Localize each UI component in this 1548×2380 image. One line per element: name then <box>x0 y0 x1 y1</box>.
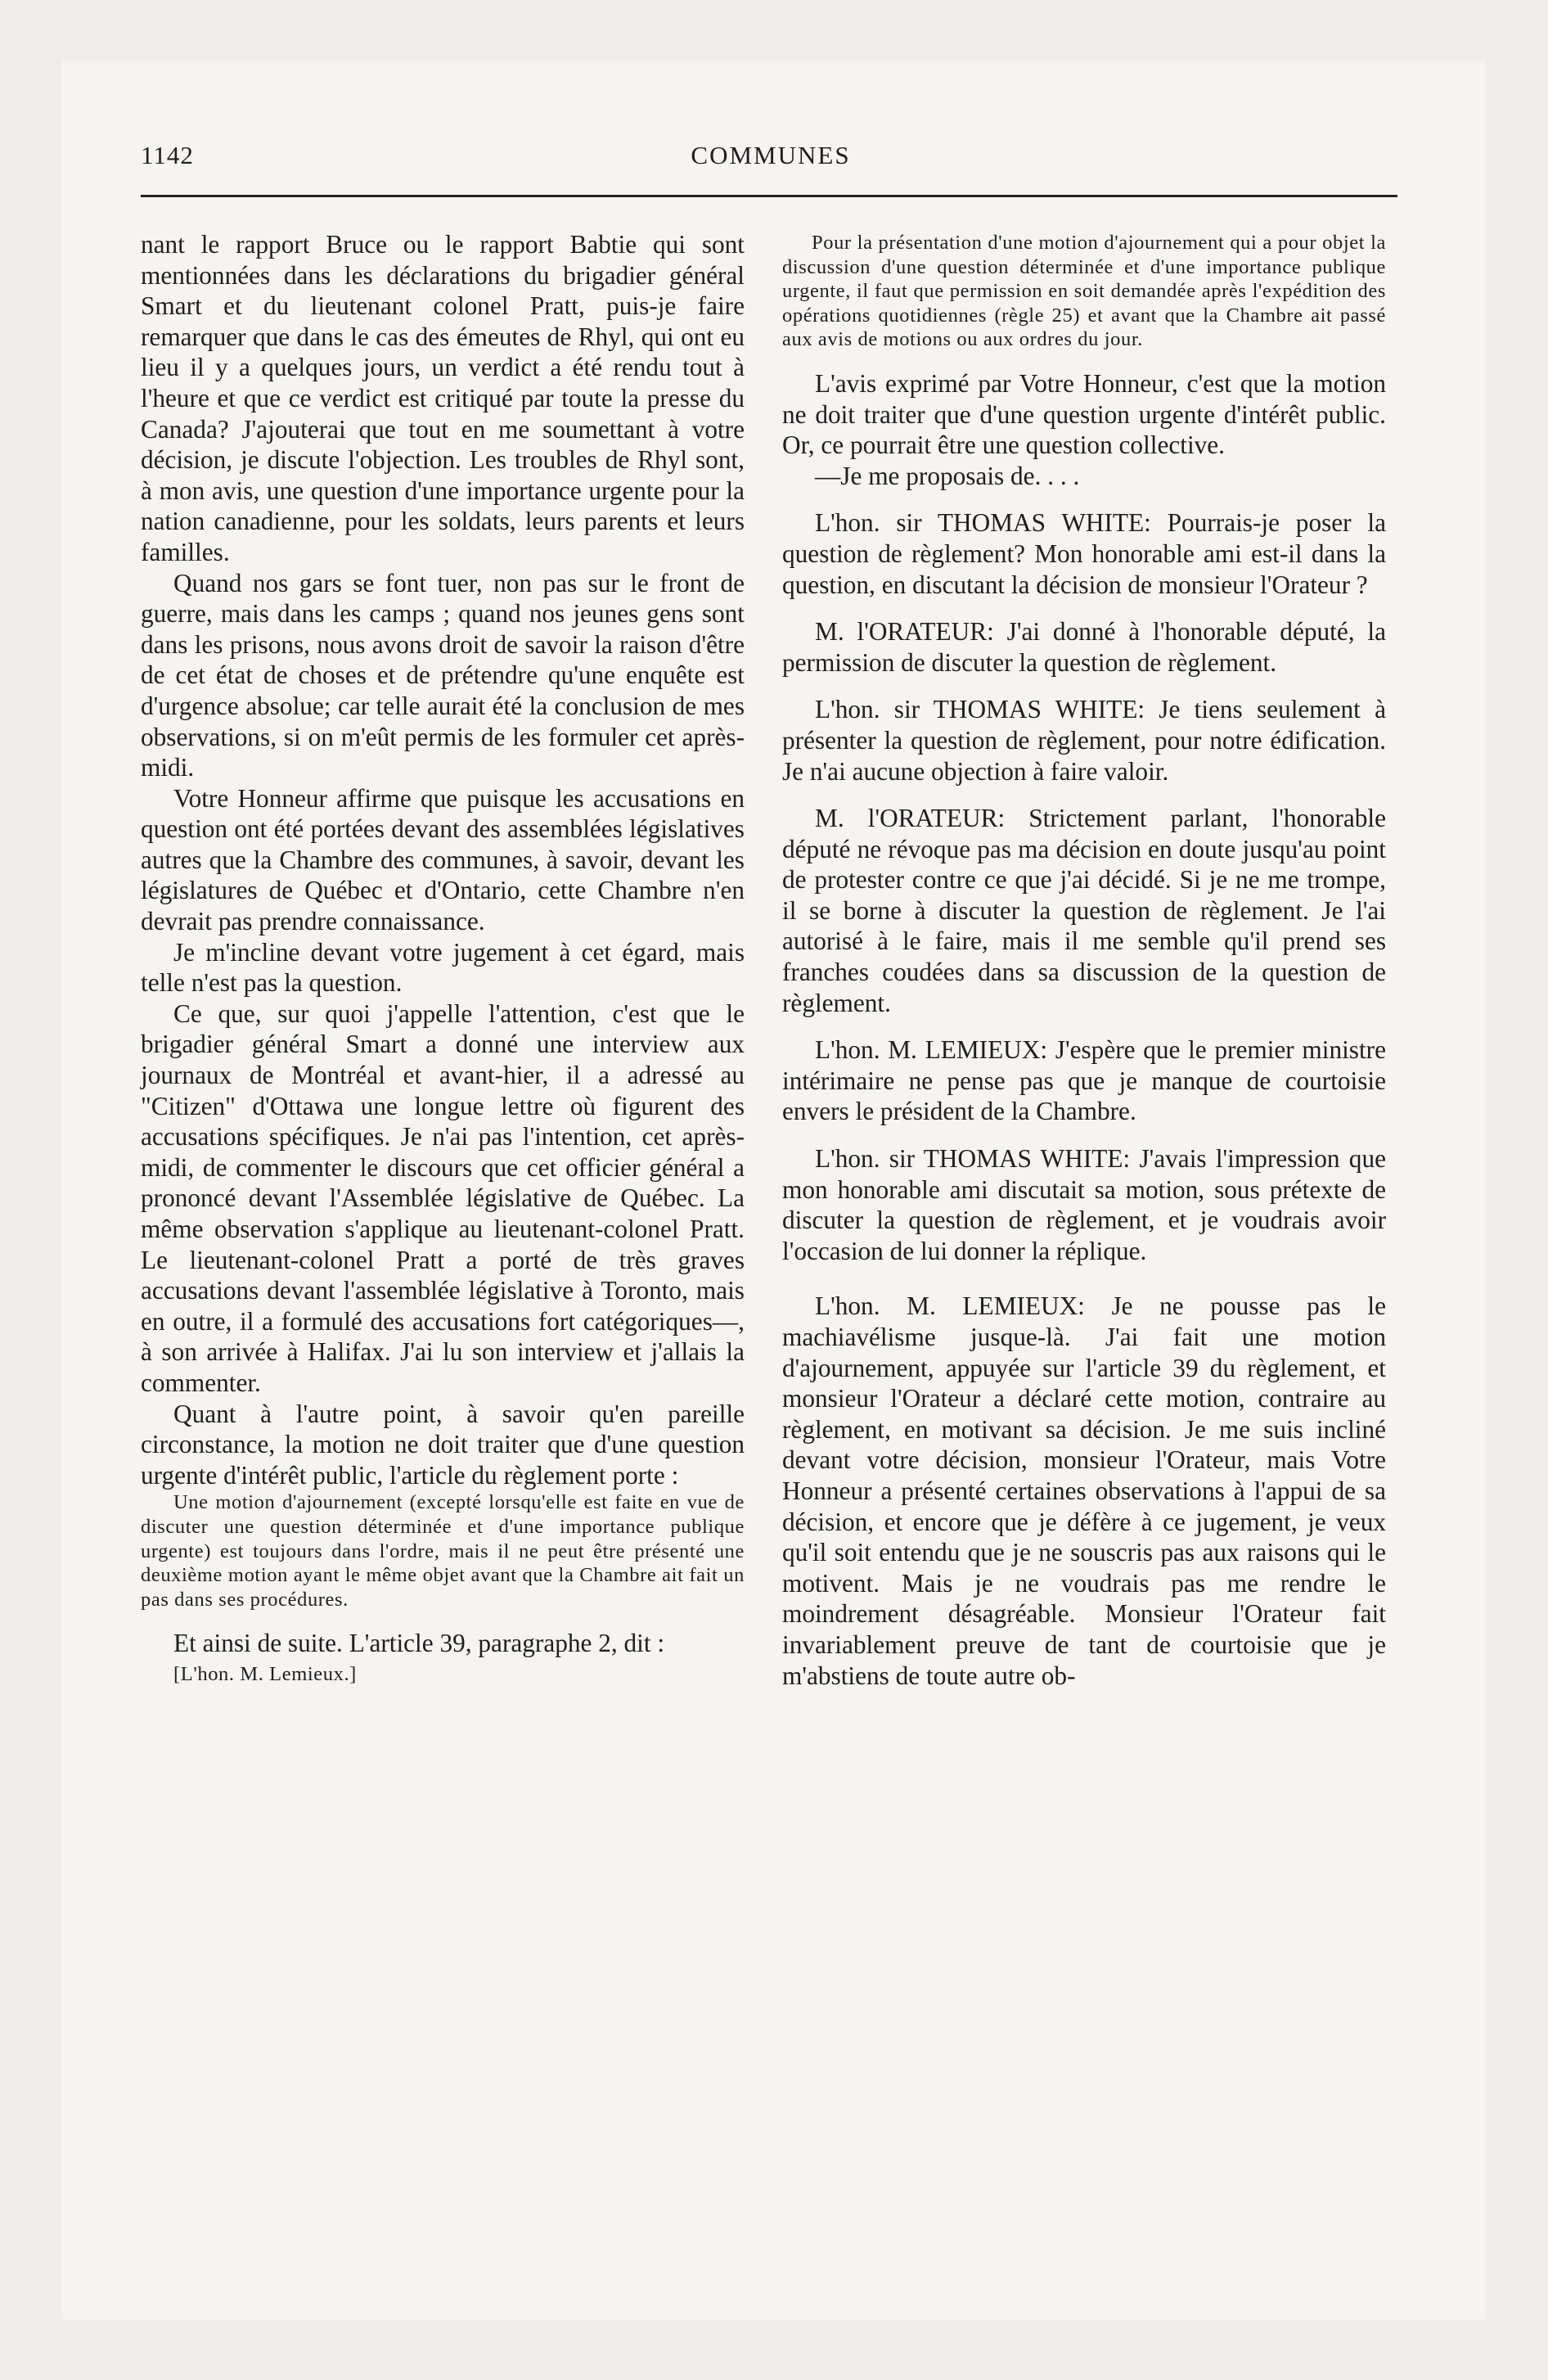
page-number: 1142 <box>141 141 194 169</box>
page-header <box>141 141 1401 177</box>
left-column <box>141 229 745 1690</box>
header-rule <box>141 195 1397 197</box>
paragraph: M. l'ORATEUR: Strictement parlant, l'honorable député ne révoque pas ma décision en doute jusqu'au point de protester contre ce que j'ai décidé. Si je ne me trompe, il se borne à discuter la question de règlement. Je l'ai autorisé à le faire, mais il me semble qu'il prend ses franches coudées dans sa discussion de la question de règlement. <box>782 804 1386 1017</box>
speaker-attribution: [L'hon. M. Lemieux.] <box>173 1662 357 1685</box>
paragraph: Ce que, sur quoi j'appelle l'attention, c'est que le brigadier général Smart a donné une interview aux journaux de Montréal et avant-hier, il a adressé au "Citizen" d'Ottawa une longue lettre où figurent des accusations spécifiques. Je n'ai pas l'intention, cet après-midi, de commenter le discours que cet officier général a prononcé devant l'Assemblée législative de Québec. La même observation s'applique au lieutenant-colonel Pratt. Le lieutenant-colonel Pratt a porté de très graves accusations devant l'assemblée législative à Toronto, mais en outre, il a formulé des accusations fort catégoriques—, à son arrivée à Halifax. J'ai lu son interview et j'allais la commenter. <box>141 998 745 1397</box>
paragraph: Et ainsi de suite. L'article 39, paragraphe 2, dit : <box>173 1629 665 1658</box>
paragraph: L'avis exprimé par Votre Honneur, c'est que la motion ne doit traiter que d'une question urgente d'intérêt public. Or, ce pourrait être une question collective. <box>782 368 1386 460</box>
paragraph: Je m'incline devant votre jugement à cet égard, mais telle n'est pas la question. <box>141 937 745 998</box>
paragraph: L'hon. sir THOMAS WHITE: J'avais l'impression que mon honorable ami discutait sa motion, sous prétexte de discuter la question de règlement, et je voudrais avoir l'occasion de lui donner la réplique. <box>782 1144 1386 1265</box>
paragraph: L'hon. M. LEMIEUX: Je ne pousse pas le machiavélisme jusque-là. J'ai fait une motion d'ajournement, appuyée sur l'article 39 du règlement, et monsieur l'Orateur a déclaré cette motion, contraire au règlement, en motivant sa décision. Je me suis incliné devant votre décision, monsieur l'Orateur, mais Votre Honneur a présenté certaines observations à l'appui de sa décision, et encore que je défère à ce jugement, je veux qu'il soit entendu que je ne souscris pas aux raisons qui le motivent. Mais je ne voudrais pas me rendre le moindrement désagréable. Monsieur l'Orateur fait invariablement preuve de tant de courtoisie que je m'abstiens de toute autre ob- <box>782 1291 1386 1690</box>
paragraph: nant le rapport Bruce ou le rapport Babtie qui sont mentionnées dans les déclarations du brigadier général Smart et du lieutenant colonel Pratt, puis-je faire remarquer que dans le cas des émeutes de Rhyl, qui ont eu lieu il y a quelques jours, un verdict a été rendu tout à l'heure et que ce verdict est critiqué par toute la presse du Canada? J'ajouterai que tout en me soumettant à votre décision, je discute l'objection. Les troubles de Rhyl sont, à mon avis, une question d'une importance urgente pour la nation canadienne, pour les soldats, leurs parents et leurs familles. <box>141 230 745 566</box>
paragraph: Quant à l'autre point, à savoir qu'en pareille circonstance, la motion ne doit traiter que d'une question urgente d'intérêt public, l'article du règlement porte : <box>141 1399 745 1490</box>
paragraph: Votre Honneur affirme que puisque les accusations en question ont été portées devant des assemblées législatives autres que la Chambre des communes, à savoir, devant les législatures de Québec et d'Ontario, cette Chambre n'en devrait pas prendre connaissance. <box>141 783 745 936</box>
paragraph: L'hon. M. LEMIEUX: J'espère que le premier ministre intérimaire ne pense pas que je manque de courtoisie envers le président de la Chambre. <box>782 1035 1386 1126</box>
paragraph: L'hon. sir THOMAS WHITE: Je tiens seulement à présenter la question de règlement, pour notre édification. Je n'ai aucune objection à faire valoir. <box>782 695 1386 786</box>
paragraph: M. l'ORATEUR: J'ai donné à l'honorable député, la permission de discuter la question de règlement. <box>782 617 1386 677</box>
rule-quote: Pour la présentation d'une motion d'ajournement qui a pour objet la discussion d'une question déterminée et d'une importance publique urgente, il faut que permission en soit demandée après l'expédition des opérations quotidiennes (règle 25) et avant que la Chambre ait passé aux avis de motions ou aux ordres du jour. <box>782 232 1386 351</box>
paragraph: L'hon. sir THOMAS WHITE: Pourrais-je poser la question de règlement? Mon honorable ami est-il dans la question, en discutant la décision de monsieur l'Orateur ? <box>782 508 1386 599</box>
right-column <box>782 229 1386 1691</box>
paragraph: Quand nos gars se font tuer, non pas sur le front de guerre, mais dans les camps ; quand nos jeunes gens sont dans les prisons, nous avons droit de savoir la raison d'être de cet état de choses et de prétendre qu'une enquête est d'urgence absolue; car telle aurait été la conclusion de mes observations, si on m'eût permis de les formuler cet après-midi. <box>141 568 745 782</box>
rule-quote: Une motion d'ajournement (excepté lorsqu'elle est faite en vue de discuter une question déterminée et d'une importance publique urgente) est toujours dans l'ordre, mais il ne peut être présenté une deuxième motion ayant le même objet avant que la Chambre ait fait un pas dans ses procédures. <box>141 1491 745 1611</box>
paragraph: —Je me proposais de. . . . <box>815 461 1080 490</box>
running-head: COMMUNES <box>691 141 851 169</box>
